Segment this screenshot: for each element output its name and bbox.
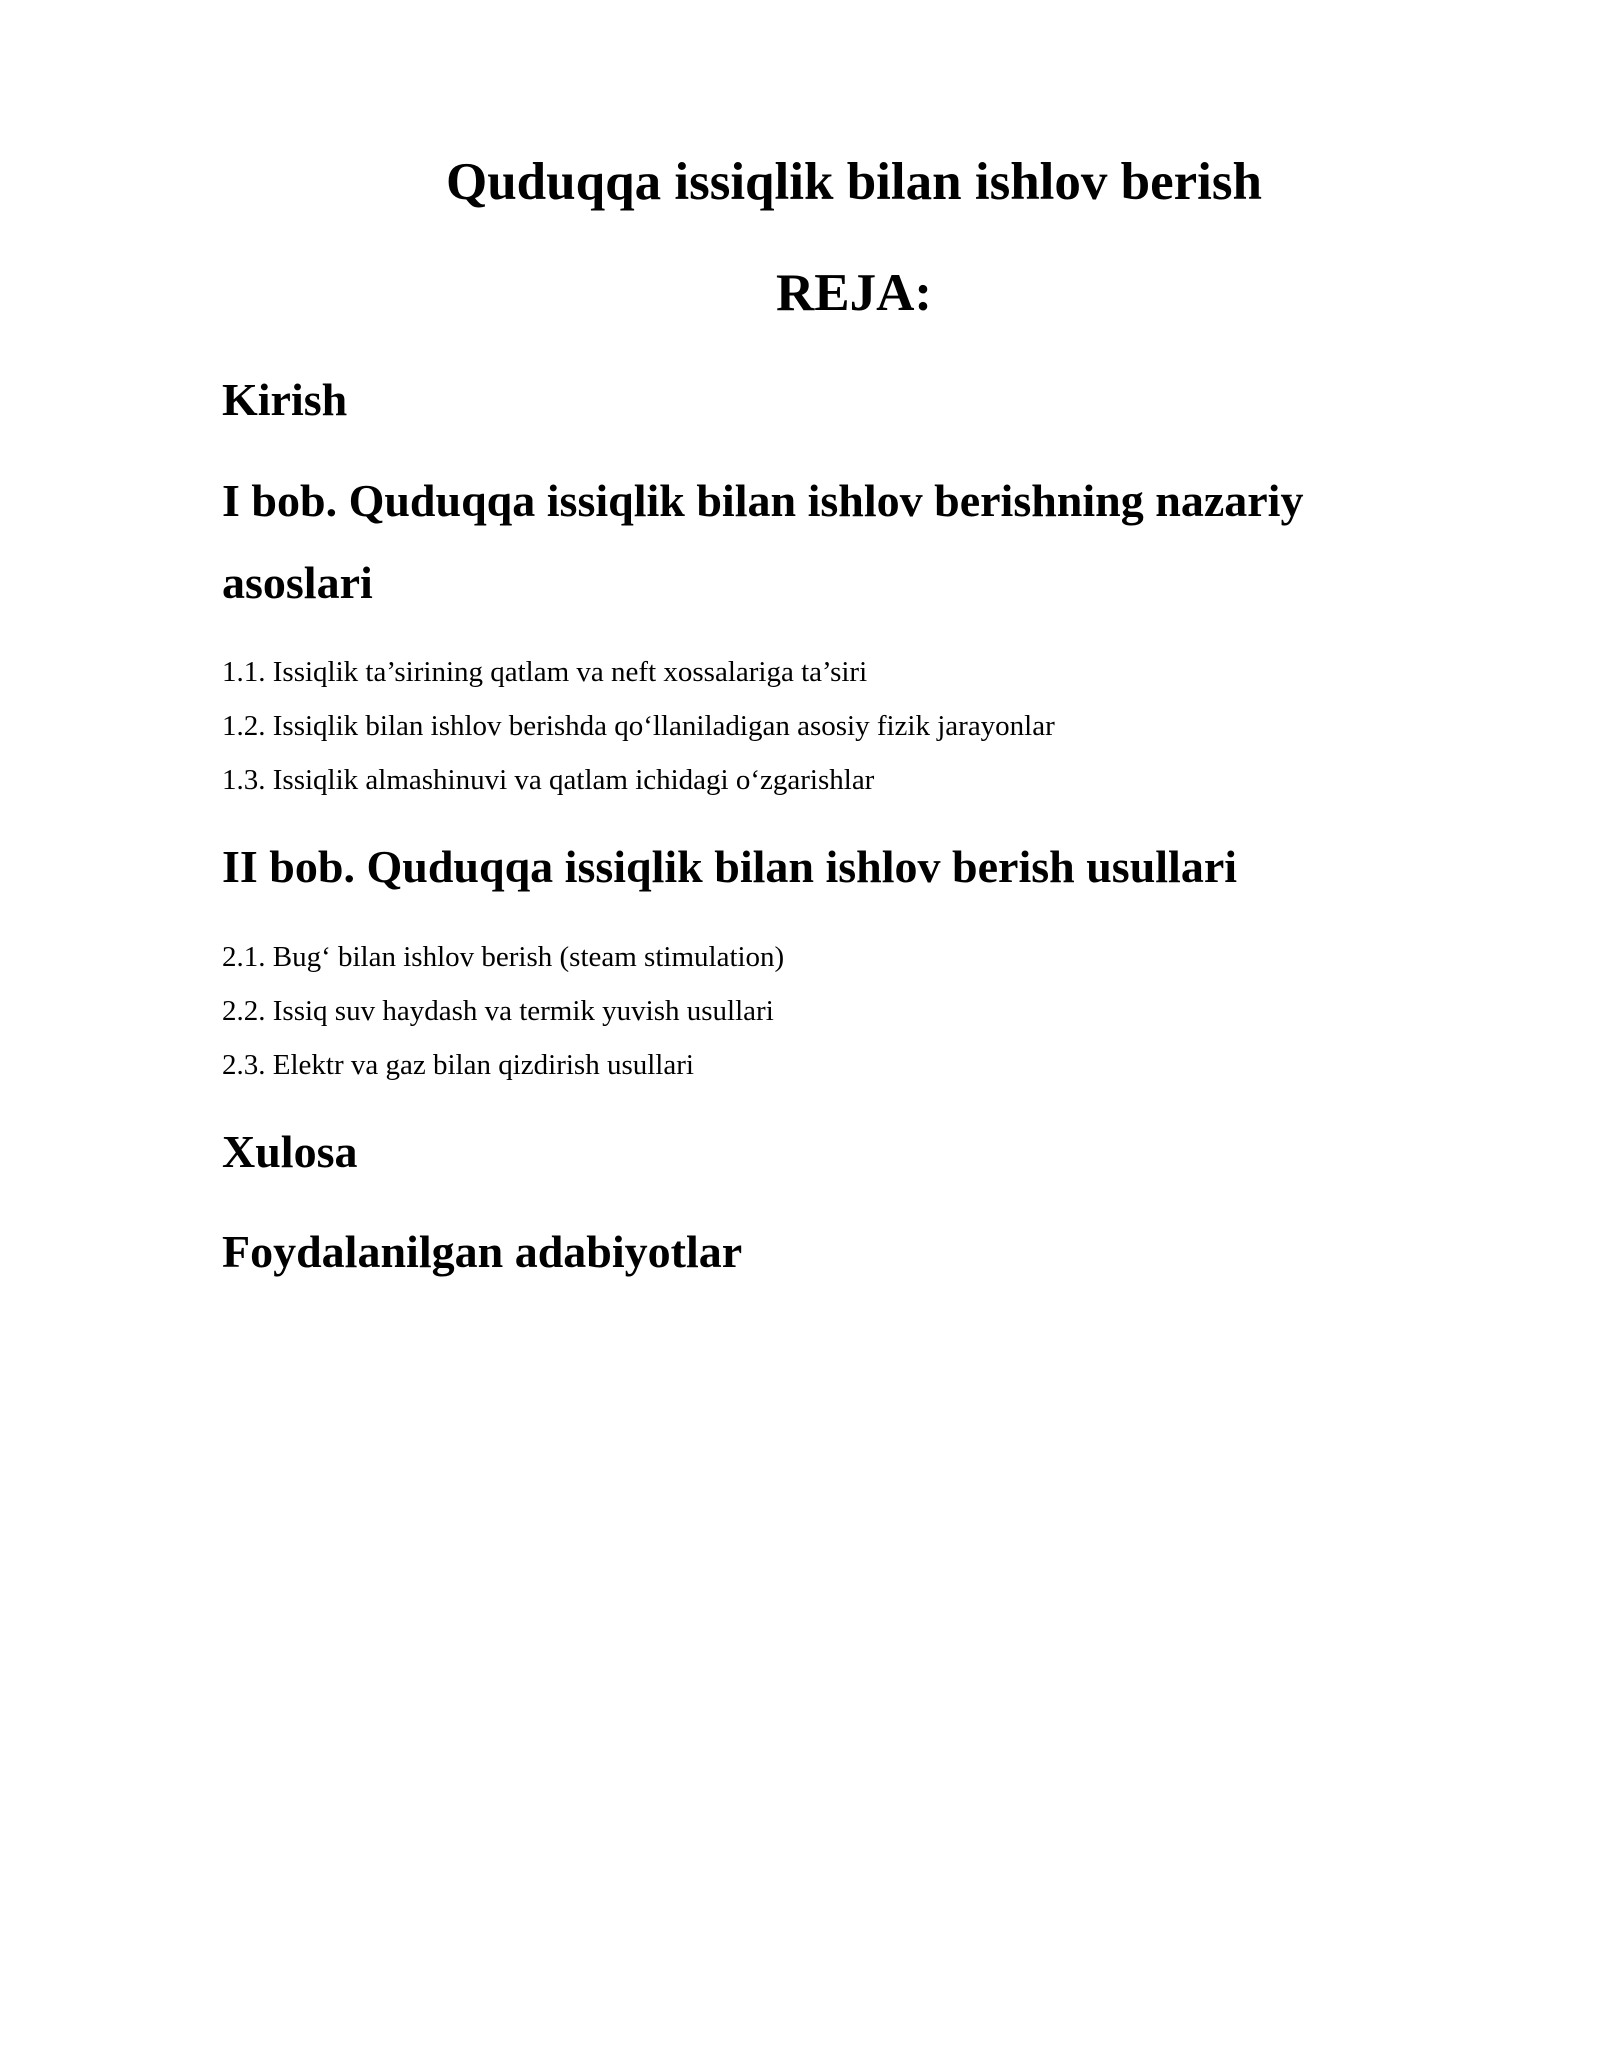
chapter2-item: 2.2. Issiq suv haydash va termik yuvish usullari (222, 995, 774, 1027)
chapter1-item: 1.3. Issiqlik almashinuvi va qatlam ichidagi o‘zgarishlar (222, 764, 875, 796)
chapter1-item: 1.2. Issiqlik bilan ishlov berishda qo‘llaniladigan asosiy fizik jarayonlar (222, 710, 1055, 742)
chapter1-title-line2: asoslari (222, 557, 373, 608)
section-introduction: Kirish (222, 374, 348, 425)
section-references: Foydalanilgan adabiyotlar (222, 1226, 743, 1277)
plan-heading: REJA: (775, 264, 933, 322)
chapter2-item: 2.3. Elektr va gaz bilan qizdirish usullari (222, 1049, 694, 1081)
chapter2-title: II bob. Quduqqa issiqlik bilan ishlov berish usullari (222, 841, 1238, 892)
chapter1-title-line1: I bob. Quduqqa issiqlik bilan ishlov berishning nazariy (222, 475, 1304, 526)
chapter2-item: 2.1. Bug‘ bilan ishlov berish (steam stimulation) (222, 941, 785, 973)
chapter1-item: 1.1. Issiqlik ta’sirining qatlam va neft xossalariga ta’siri (222, 656, 868, 688)
document-title: Quduqqa issiqlik bilan ishlov berish (445, 153, 1262, 211)
section-conclusion: Xulosa (222, 1126, 358, 1177)
